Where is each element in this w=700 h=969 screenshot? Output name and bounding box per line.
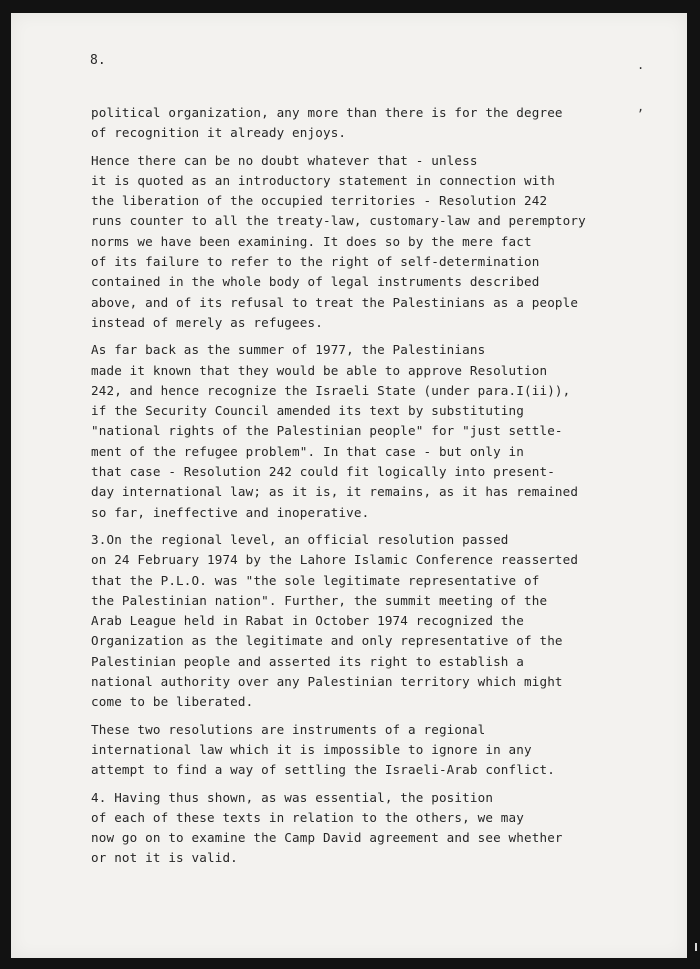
scan-edge-mark xyxy=(695,943,697,951)
paragraph-continuation: political organization, any more than there is for the degree of recognition it already enjoys. xyxy=(91,105,563,141)
paragraph-camp-david: 4. Having thus shown, as was essential, the position of each of these texts in relation to the others, we may now go on to examine the Camp David agreement and see whether or not it is valid. xyxy=(91,789,563,866)
document-body xyxy=(91,103,631,876)
page-number: 8. xyxy=(90,53,106,68)
paragraph-summer-1977: As far back as the summer of 1977, the Palestinians made it known that they would be able to approve Resolution 242, and hence recognize the Israeli State (under para.I(ii)), if the Security Council amended its text by substituting "national rights of the Palestinian people" for "just settle- ment of the refugee problem". In that case - but only in that case - Resolution 242 could fit logically into present- day international law; as it is, it remains, as it has remained so far, ineffective and inoperative. xyxy=(91,342,579,520)
paragraph-resolution-242: Hence there can be no doubt whatever that - unless it is quoted as an introductory statement in connection with the liberation of the occupied territories - Resolution 242 runs counter to all the treaty-law, customary-law and peremptory norms we have been examining. It does so by the mere fact of its failure to refer to the right of self-determination contained in the whole body of legal instruments described above, and of its refusal to treat the Palestinians as a people instead of merely as refugees. xyxy=(91,152,586,330)
margin-mark: . xyxy=(637,58,645,72)
paragraph-regional-level: 3.On the regional level, an official resolution passed on 24 February 1974 by the Lahore Islamic Conference reasserted that the P.L.O. was "the sole legitimate representative of the Palestinian nation". Further, the summit meeting of the Arab League held in Rabat in October 1974 recognized the Organization as the legitimate and only representative of the Palestinian people and asserted its right to establish a national authority over any Palestinian territory which might come to be liberated. xyxy=(91,531,579,710)
margin-mark: , xyxy=(637,100,645,114)
paragraph-two-resolutions: These two resolutions are instruments of a regional international law which it is impossible to ignore in any attempt to find a way of settling the Israeli-Arab conflict. xyxy=(91,721,555,778)
